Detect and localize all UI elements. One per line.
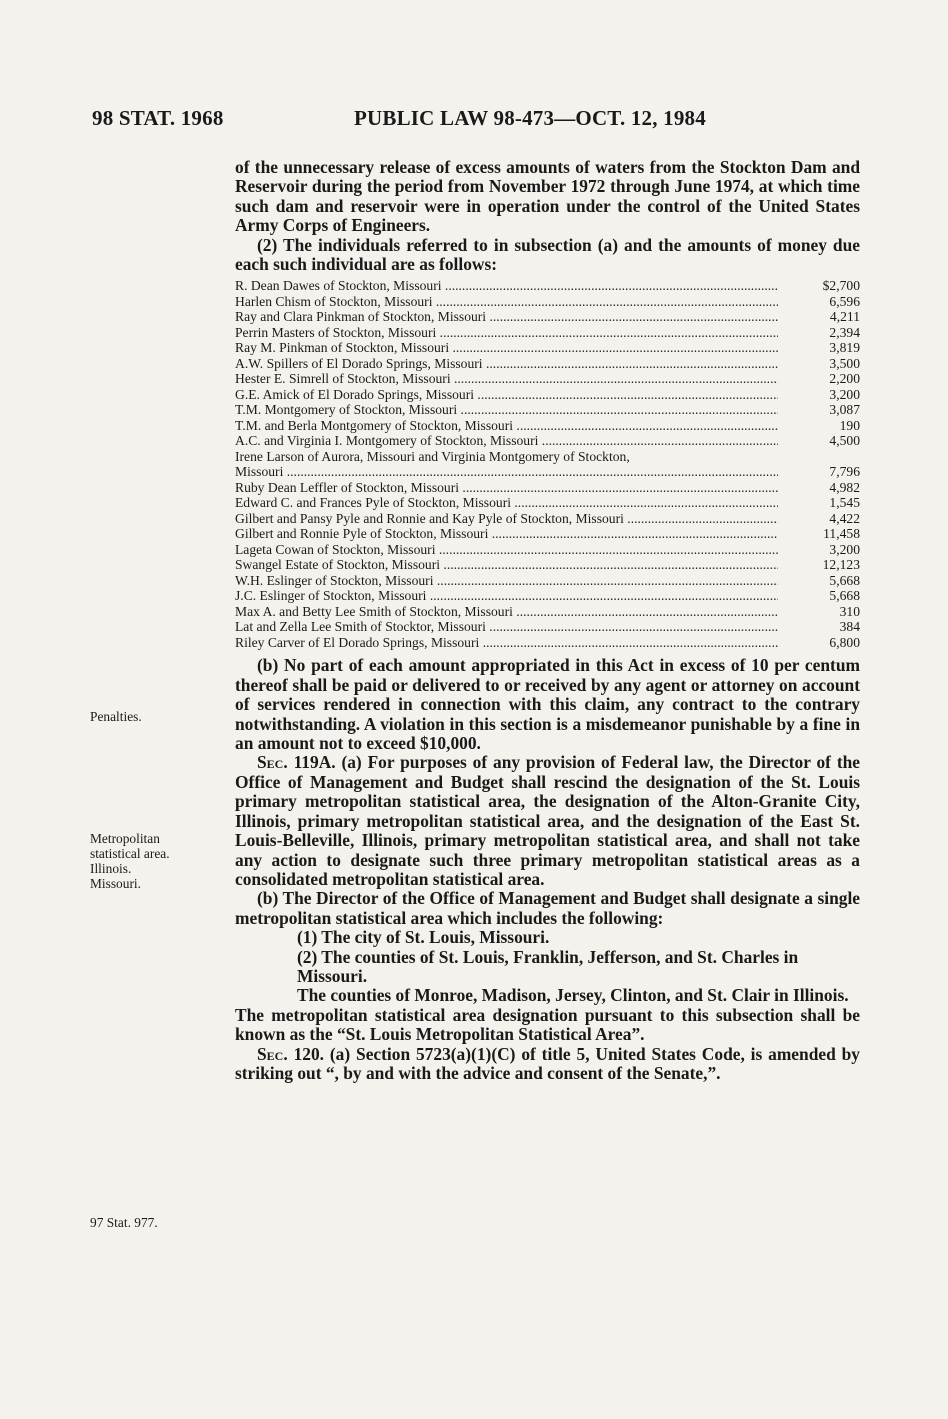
public-law-title: PUBLIC LAW 98-473—OCT. 12, 1984 [354, 106, 706, 130]
document-body [235, 158, 860, 1083]
list-item [235, 495, 860, 511]
payee-list [235, 278, 860, 650]
list-item [235, 604, 860, 620]
payee-amount: 4,211 [829, 309, 860, 325]
list-item-illinois-counties: The counties of Monroe, Madison, Jersey, Clinton, and St. Clair in Illinois. [297, 985, 849, 1006]
payee-amount: 6,800 [829, 634, 860, 650]
payee-name: Perrin Masters of Stockton, Missouri ..... [235, 325, 778, 341]
payee-name: R. Dean Dawes of Stockton, Missouri ..... [235, 278, 778, 294]
list-item [235, 325, 860, 341]
list-item [235, 294, 860, 310]
subsection-2-paragraph: (2) The individuals referred to in subsection (a) and the amounts of money due each such individual are as follows: [235, 234, 860, 275]
payee-amount: 4,422 [829, 510, 860, 526]
payee-name: Ruby Dean Leffler of Stockton, Missouri ..... [235, 480, 778, 496]
list-item [235, 619, 860, 635]
payee-amount: 2,200 [829, 371, 860, 387]
payee-name: Hester E. Simrell of Stockton, Missouri ..... [235, 371, 778, 387]
payee-name: Swangel Estate of Stockton, Missouri ..... [235, 557, 778, 573]
payee-amount: 4,500 [829, 433, 860, 449]
payee-name: Edward C. and Frances Pyle of Stockton, Missouri ..... [235, 495, 778, 511]
payee-amount: 384 [839, 619, 860, 635]
payee-amount: 3,819 [829, 340, 860, 356]
payee-amount: 3,087 [829, 402, 860, 418]
list-item [235, 557, 860, 573]
margin-note-metropolitan [90, 831, 220, 891]
payee-amount: 2,394 [829, 324, 860, 340]
payee-name: T.M. Montgomery of Stockton, Missouri ..... [235, 402, 778, 418]
intro-paragraph: of the unnecessary release of excess amounts of waters from the Stockton Dam and Reservoir during the period from November 1972 through June 1974, at which time such dam and reservoir were in operation under the control of the United States Army Corps of Engineers. [235, 157, 860, 236]
margin-note-line: Illinois. [90, 861, 132, 876]
payee-name: J.C. Eslinger of Stockton, Missouri ..... [235, 588, 778, 604]
payee-amount: 3,500 [829, 355, 860, 371]
payee-amount: 6,596 [829, 293, 860, 309]
list-item [235, 387, 860, 403]
list-item-missouri-counties: (2) The counties of St. Louis, Franklin, Jefferson, and St. Charles in Missouri. [297, 946, 799, 986]
list-item [235, 573, 860, 589]
payee-name: Riley Carver of El Dorado Springs, Missouri ..... [235, 635, 778, 651]
list-item [235, 278, 860, 294]
payee-name: Gilbert and Pansy Pyle and Ronnie and Kay Pyle of Stockton, Missouri ..... [235, 511, 778, 527]
section-120-paragraph [235, 1045, 860, 1084]
list-item [235, 418, 860, 434]
penalties-paragraph: (b) No part of each amount appropriated in this Act in excess of 10 per centum thereof shall be paid or delivered to or received by any agent or attorney on account of services rendered in connection with this claim, any contract to the contrary notwithstanding. A violation in this section is a misdemeanor punishable by a fine in an amount not to exceed $10,000. [235, 655, 860, 754]
section-label: Sec. [257, 752, 288, 773]
payee-name-continued: Missouri ..... [235, 464, 778, 480]
list-item [235, 433, 860, 449]
payee-amount: 310 [839, 603, 860, 619]
list-item [235, 402, 860, 418]
list-item [235, 371, 860, 387]
payee-name: A.W. Spillers of El Dorado Springs, Missouri ..... [235, 356, 778, 372]
payee-amount: 3,200 [829, 386, 860, 402]
payee-name: Lageta Cowan of Stockton, Missouri ..... [235, 542, 778, 558]
payee-name: Lat and Zella Lee Smith of Stocktor, Missouri ..... [235, 619, 778, 635]
list-item [235, 511, 860, 527]
payee-name: Max A. and Betty Lee Smith of Stockton, Missouri ..... [235, 604, 778, 620]
list-item [235, 356, 860, 372]
margin-note-stat-reference: 97 Stat. 977. [90, 1215, 158, 1230]
payee-name: A.C. and Virginia I. Montgomery of Stockton, Missouri ..... [235, 433, 778, 449]
payee-name-continued-row [235, 464, 860, 480]
payee-amount: $2,700 [822, 278, 860, 294]
payee-amount: 3,200 [829, 541, 860, 557]
list-item-city: (1) The city of St. Louis, Missouri. [297, 927, 550, 948]
margin-note-line: statistical area. [90, 846, 170, 861]
margin-note-line: Metropolitan [90, 831, 160, 846]
section-label: Sec. [257, 1043, 288, 1064]
payee-amount: 1,545 [829, 495, 860, 511]
list-item [235, 526, 860, 542]
margin-note-penalties: Penalties. [90, 709, 142, 724]
margin-note-line: Missouri. [90, 876, 141, 891]
payee-name: G.E. Amick of El Dorado Springs, Missouri ..... [235, 387, 778, 403]
payee-amount: 12,123 [822, 557, 860, 573]
payee-amount: 190 [839, 417, 860, 433]
payee-name: Gilbert and Ronnie Pyle of Stockton, Missouri ..... [235, 526, 778, 542]
section-119a-paragraph-a [235, 753, 860, 889]
payee-name: Ray and Clara Pinkman of Stockton, Missouri ..... [235, 309, 778, 325]
section-119a-text: 119A. (a) For purposes of any provision of Federal law, the Director of the Office of Management and Budget shall rescind the designation of the St. Louis primary metropolitan statistical area, the designation of the Alton-Granite City, Illinois, primary metropolitan statistical area, and the designation of the East St. Louis-Belleville, Illinois, primary metropolitan statistical area, and shall not take any action to designate such three primary metropolitan statistical areas as a consolidated metropolitan statistical area. [235, 752, 860, 889]
section-119a-paragraph-b: (b) The Director of the Office of Management and Budget shall designate a single metropolitan statistical area which includes the following: [235, 888, 860, 928]
list-item [235, 480, 860, 496]
payee-name: T.M. and Berla Montgomery of Stockton, Missouri ..... [235, 418, 778, 434]
payee-name: W.H. Eslinger of Stockton, Missouri ..... [235, 573, 778, 589]
payee-name: Irene Larson of Aurora, Missouri and Virginia Montgomery of Stockton, [235, 448, 630, 464]
section-120-text: 120. (a) Section 5723(a)(1)(C) of title 5, United States Code, is amended by striking out “, by and with the advice and consent of the Senate,”. [235, 1043, 860, 1083]
list-item [235, 635, 860, 651]
payee-name: Harlen Chism of Stockton, Missouri ..... [235, 294, 778, 310]
payee-name: Ray M. Pinkman of Stockton, Missouri ..... [235, 340, 778, 356]
page-header [92, 106, 812, 138]
payee-amount: 11,458 [823, 526, 860, 542]
closing-paragraph: The metropolitan statistical area designation pursuant to this subsection shall be known as the “St. Louis Metropolitan Statistical Area”. [235, 1004, 860, 1045]
list-item [235, 542, 860, 558]
payee-amount: 4,982 [829, 479, 860, 495]
payee-amount: 5,668 [829, 588, 860, 604]
payee-amount: 5,668 [829, 572, 860, 588]
list-item [235, 340, 860, 356]
stat-page-number: 98 STAT. 1968 [92, 106, 224, 130]
list-item [235, 588, 860, 604]
list-item [235, 309, 860, 325]
payee-amount: 7,796 [829, 464, 860, 480]
list-item [235, 449, 860, 480]
